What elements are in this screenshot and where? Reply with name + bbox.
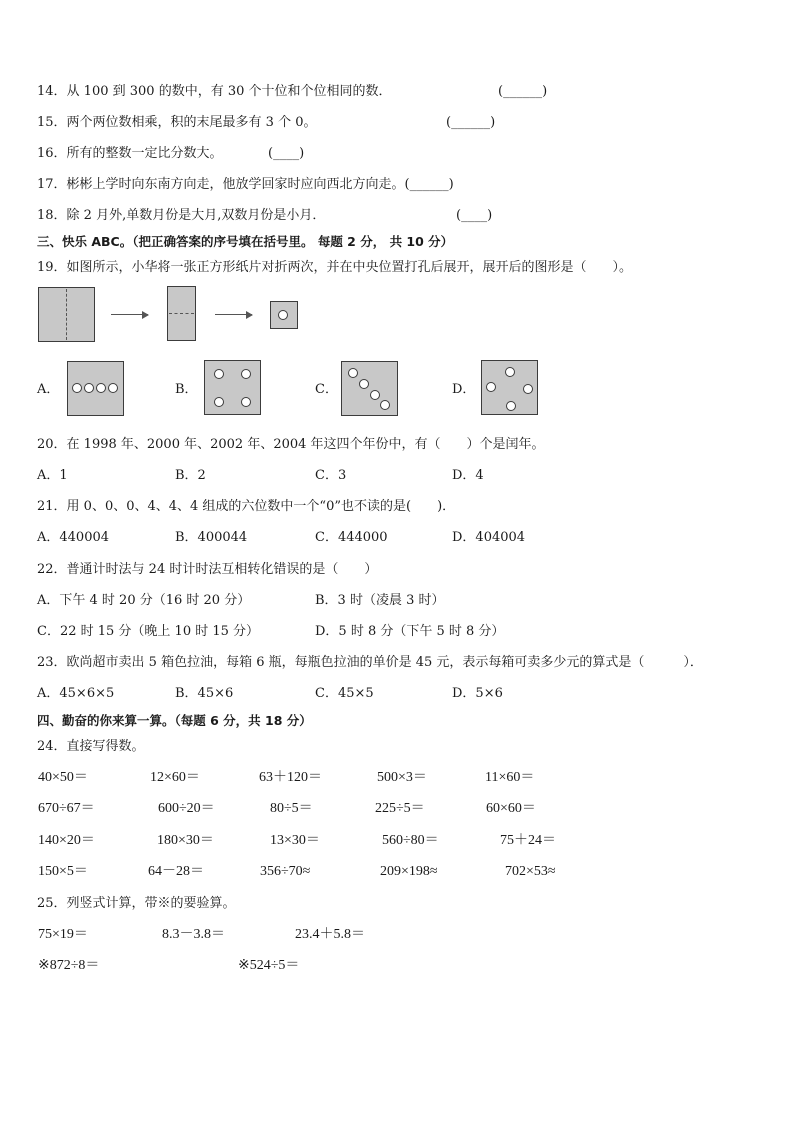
hole (241, 397, 251, 407)
vertical-calc-item-verify: ※524÷5＝ (238, 958, 300, 973)
calc-item: 180×30＝ (157, 833, 214, 848)
vertical-calc-item: 23.4＋5.8＝ (295, 927, 365, 942)
calc-item: 40×50＝ (38, 770, 88, 785)
calc-item: 500×3＝ (377, 770, 427, 785)
option-c-label[interactable]: C． (315, 382, 338, 397)
question-19: 19．如图所示，小华将一张正方形纸片对折两次，并在中央位置打孔后展开，展开后的图形是（ ）。 (37, 260, 633, 275)
answer-blank-14[interactable]: (______) (498, 84, 548, 99)
question-25: 25．列竖式计算，带※的要验算。 (37, 896, 236, 911)
question-22: 22．普通计时法与 24 时计时法互相转化错误的是（ ） (37, 562, 378, 577)
fold-line-horizontal (169, 313, 194, 314)
calc-item: 356÷70≈ (260, 864, 311, 879)
option-b-figure[interactable] (204, 360, 261, 415)
question-17: 17．彬彬上学时向东南方向走，他放学回家时应向西北方向走。(______) (37, 177, 454, 192)
question-24: 24．直接写得数。 (37, 739, 145, 754)
calc-item: 75＋24＝ (500, 833, 556, 848)
q20-option-d[interactable]: D．4 (452, 468, 484, 483)
answer-blank-16[interactable]: (____) (268, 146, 305, 161)
answer-blank-15[interactable]: (______) (446, 115, 496, 130)
q20-option-b[interactable]: B．2 (175, 468, 206, 483)
q22-option-d[interactable]: D．5 时 8 分（下午 5 时 8 分） (315, 624, 505, 639)
calc-item: 150×5＝ (38, 864, 88, 879)
q20-option-a[interactable]: A．1 (37, 468, 68, 483)
hole (241, 369, 251, 379)
q23-option-a[interactable]: A．45×6×5 (37, 686, 115, 701)
calc-item: 140×20＝ (38, 833, 95, 848)
hole (72, 383, 82, 393)
question-20: 20．在 1998 年、2000 年、2002 年、2004 年这四个年份中，有（ ）个是闰年。 (37, 437, 545, 452)
vertical-calc-item: 75×19＝ (38, 927, 88, 942)
q23-option-b[interactable]: B．45×6 (175, 686, 234, 701)
calc-item: 12×60＝ (150, 770, 200, 785)
calc-item: 63＋120＝ (259, 770, 322, 785)
question-21: 21．用 0、0、0、4、4、4 组成的六位数中一个“0”也不读的是( )． (37, 499, 456, 514)
calc-item: 13×30＝ (270, 833, 320, 848)
q21-option-d[interactable]: D．404004 (452, 530, 526, 545)
hole (348, 368, 358, 378)
hole (380, 400, 390, 410)
q20-option-c[interactable]: C．3 (315, 468, 347, 483)
question-23: 23．欧尚超市卖出 5 箱色拉油，每箱 6 瓶，每瓶色拉油的单价是 45 元，表示每箱可卖多少元的算式是（ ）． (37, 655, 703, 670)
hole (370, 390, 380, 400)
calc-item: 670÷67＝ (38, 801, 95, 816)
hole (506, 401, 516, 411)
q23-option-d[interactable]: D．5×6 (452, 686, 503, 701)
q22-option-c[interactable]: C．22 时 15 分（晚上 10 时 15 分） (37, 624, 260, 639)
answer-blank-18[interactable]: (____) (456, 208, 493, 223)
hole (505, 367, 515, 377)
option-b-label[interactable]: B． (175, 382, 198, 397)
hole (108, 383, 118, 393)
option-d-figure[interactable] (481, 360, 538, 415)
calc-item: 60×60＝ (486, 801, 536, 816)
arrow-icon (111, 314, 148, 315)
calc-item: 702×53≈ (505, 864, 556, 879)
vertical-calc-item: 8.3－3.8＝ (162, 927, 225, 942)
question-16: 16．所有的整数一定比分数大。 (37, 146, 223, 161)
fold-line-vertical (66, 289, 67, 340)
hole (359, 379, 369, 389)
option-c-figure[interactable] (341, 361, 398, 416)
hole (214, 397, 224, 407)
q21-option-a[interactable]: A．440004 (37, 530, 110, 545)
question-15: 15．两个两位数相乘，积的末尾最多有 3 个 0。 (37, 115, 317, 130)
punched-hole (278, 310, 288, 320)
calc-item: 64－28＝ (148, 864, 204, 879)
calc-item: 209×198≈ (380, 864, 438, 879)
hole (84, 383, 94, 393)
question-14: 14．从 100 到 300 的数中，有 30 个十位和个位相同的数． (37, 84, 392, 99)
section-3-title: 三、快乐 ABC。（把正确答案的序号填在括号里。 每题 2 分， 共 10 分） (37, 234, 454, 249)
q21-option-c[interactable]: C．444000 (315, 530, 388, 545)
arrow-icon (215, 314, 252, 315)
q22-option-b[interactable]: B．3 时（凌晨 3 时） (315, 593, 445, 608)
calc-item: 600÷20＝ (158, 801, 215, 816)
hole (486, 382, 496, 392)
calc-item: 225÷5＝ (375, 801, 425, 816)
option-a-label[interactable]: A． (37, 382, 60, 397)
option-d-label[interactable]: D． (452, 382, 476, 397)
question-18: 18．除 2 月外,单数月份是大月,双数月份是小月． (37, 208, 326, 223)
hole (523, 384, 533, 394)
vertical-calc-item-verify: ※872÷8＝ (38, 958, 100, 973)
section-4-title: 四、勤奋的你来算一算。（每题 6 分，共 18 分） (37, 713, 312, 728)
hole (214, 369, 224, 379)
calc-item: 560÷80＝ (382, 833, 439, 848)
calc-item: 80÷5＝ (270, 801, 313, 816)
q23-option-c[interactable]: C．45×5 (315, 686, 374, 701)
hole (96, 383, 106, 393)
calc-item: 11×60＝ (485, 770, 535, 785)
option-a-figure[interactable] (67, 361, 124, 416)
q22-option-a[interactable]: A．下午 4 时 20 分（16 时 20 分） (37, 593, 251, 608)
q21-option-b[interactable]: B．400044 (175, 530, 248, 545)
